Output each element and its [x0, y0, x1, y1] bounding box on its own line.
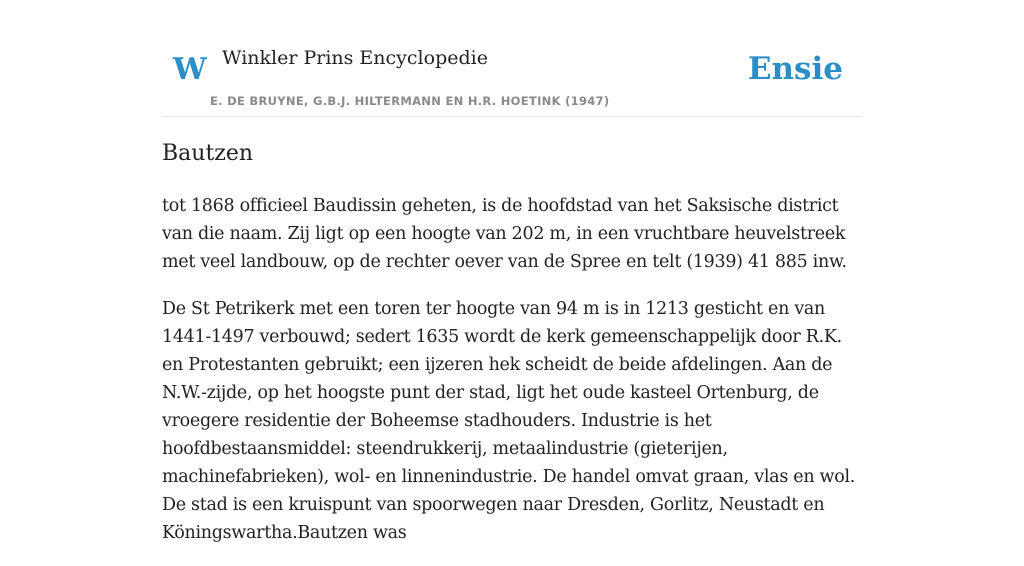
- site-header: [162, 0, 862, 117]
- page: [162, 0, 862, 543]
- article-paragraph: tot 1868 officieel Baudissin geheten, is de hoofdstad van het Saksische district van die naam. Zij ligt op een hoogte van 202 m, in een vruchtbare heuvelstreek met veel landbouw, op de rechter oever van de Spree en telt (1939) 41 885 inw.: [162, 196, 847, 272]
- article-body: [162, 192, 862, 566]
- winkler-prins-logo[interactable]: W: [173, 52, 207, 87]
- site-title[interactable]: Winkler Prins Encyclopedie: [222, 47, 488, 69]
- article-title: Bautzen: [162, 141, 254, 166]
- site-credits: E. DE BRUYNE, G.B.J. HILTERMANN EN H.R. HOETINK (1947): [210, 94, 610, 108]
- article-paragraph: De St Petrikerk met een toren ter hoogte van 94 m is in 1213 gesticht en van 1441-1497 verbouwd; sedert 1635 wordt de kerk gemeenschappelijk door R.K. en Protestanten gebruikt; een ijzeren hek scheidt de beide afdelingen. Aan de N.W.-zijde, op het hoogste punt der stad, ligt het oude kasteel Ortenburg, de vroegere residentie der Boheemse stadhouders. Industrie is het hoofdbestaansmiddel: steendrukkerij, metaalindustrie (gieterijen, machinefabrieken), wol- en linnenindustrie. De handel omvat graan, vlas en wol. De stad is een kruispunt van spoorwegen naar Dresden, Gorlitz, Neustadt en Köningswartha.Bautzen was: [162, 299, 856, 543]
- ensie-brand-logo[interactable]: Ensie: [747, 51, 843, 87]
